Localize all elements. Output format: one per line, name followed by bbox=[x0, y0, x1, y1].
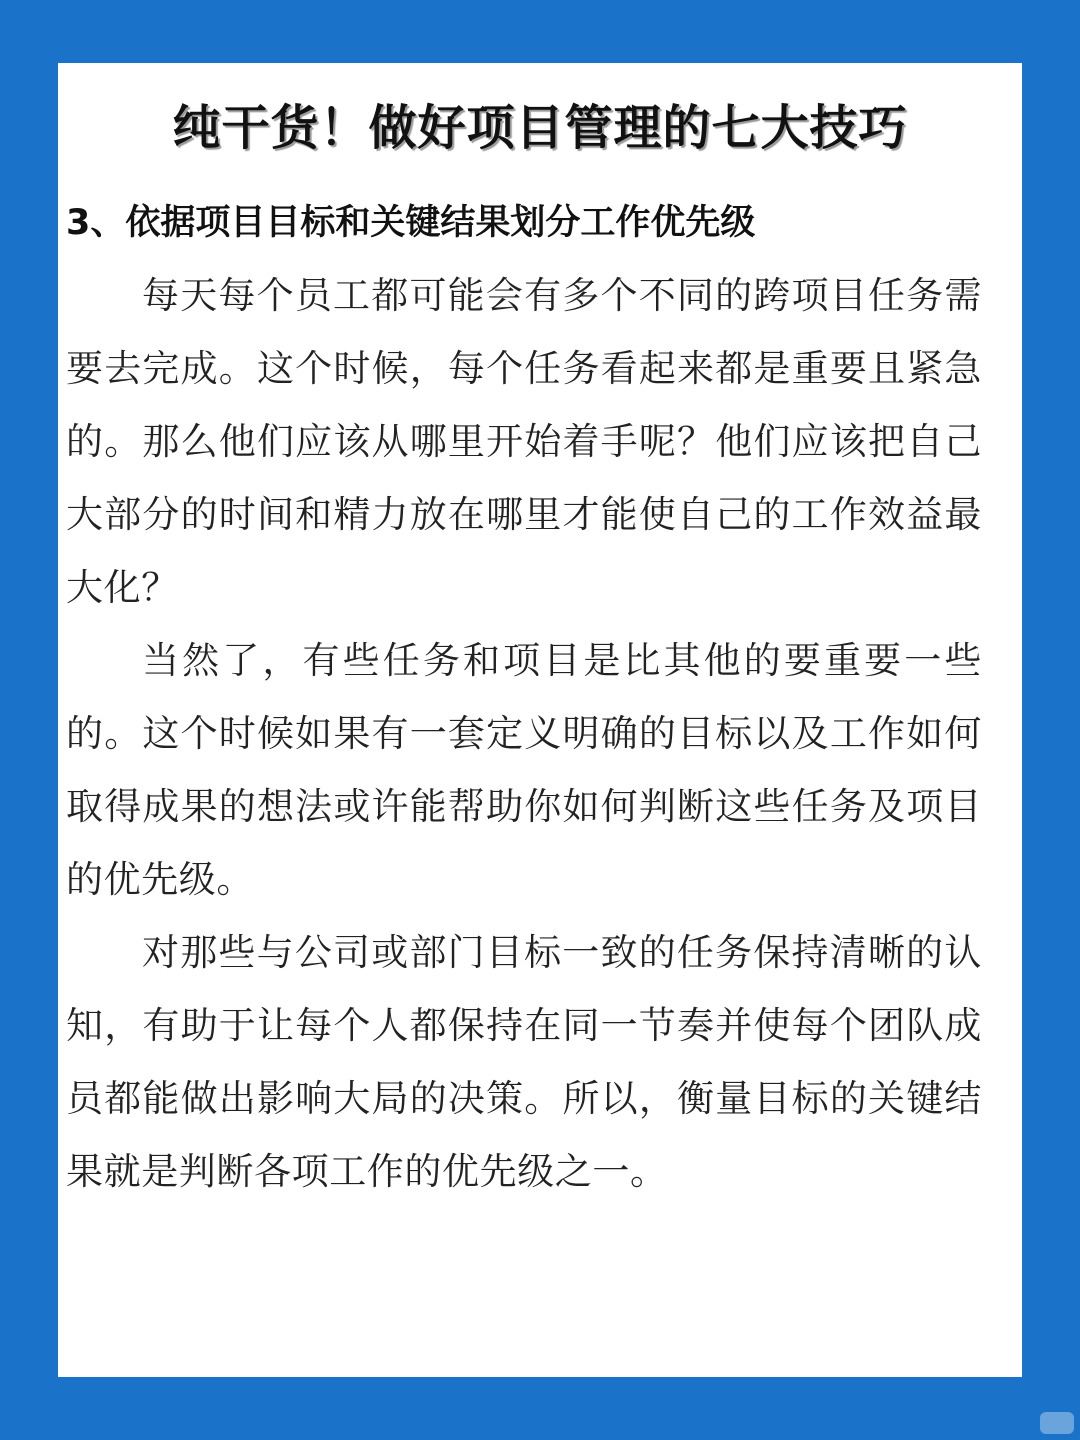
section-heading: 3、依据项目目标和关键结果划分工作优先级 bbox=[66, 203, 756, 243]
page-title: 纯干货！做好项目管理的七大技巧 bbox=[172, 100, 908, 156]
content-card bbox=[58, 63, 1022, 1377]
article-body bbox=[66, 259, 982, 1208]
watermark-logo-icon bbox=[1040, 1412, 1074, 1434]
paragraph-1: 每天每个员工都可能会有多个不同的跨项目任务需要去完成。这个时候，每个任务看起来都是重要且紧急的。那么他们应该从哪里开始着手呢？他们应该把自己大部分的时间和精力放在哪里才能使自己的工作效益最大化？ bbox=[66, 274, 982, 609]
paragraph-2: 当然了，有些任务和项目是比其他的要重要一些的。这个时候如果有一套定义明确的目标以及工作如何取得成果的想法或许能帮助你如何判断这些任务及项目的优先级。 bbox=[66, 639, 982, 901]
paragraph-3: 对那些与公司或部门目标一致的任务保持清晰的认知，有助于让每个人都保持在同一节奏并使每个团队成员都能做出影响大局的决策。所以，衡量目标的关键结果就是判断各项工作的优先级之一。 bbox=[66, 931, 982, 1193]
